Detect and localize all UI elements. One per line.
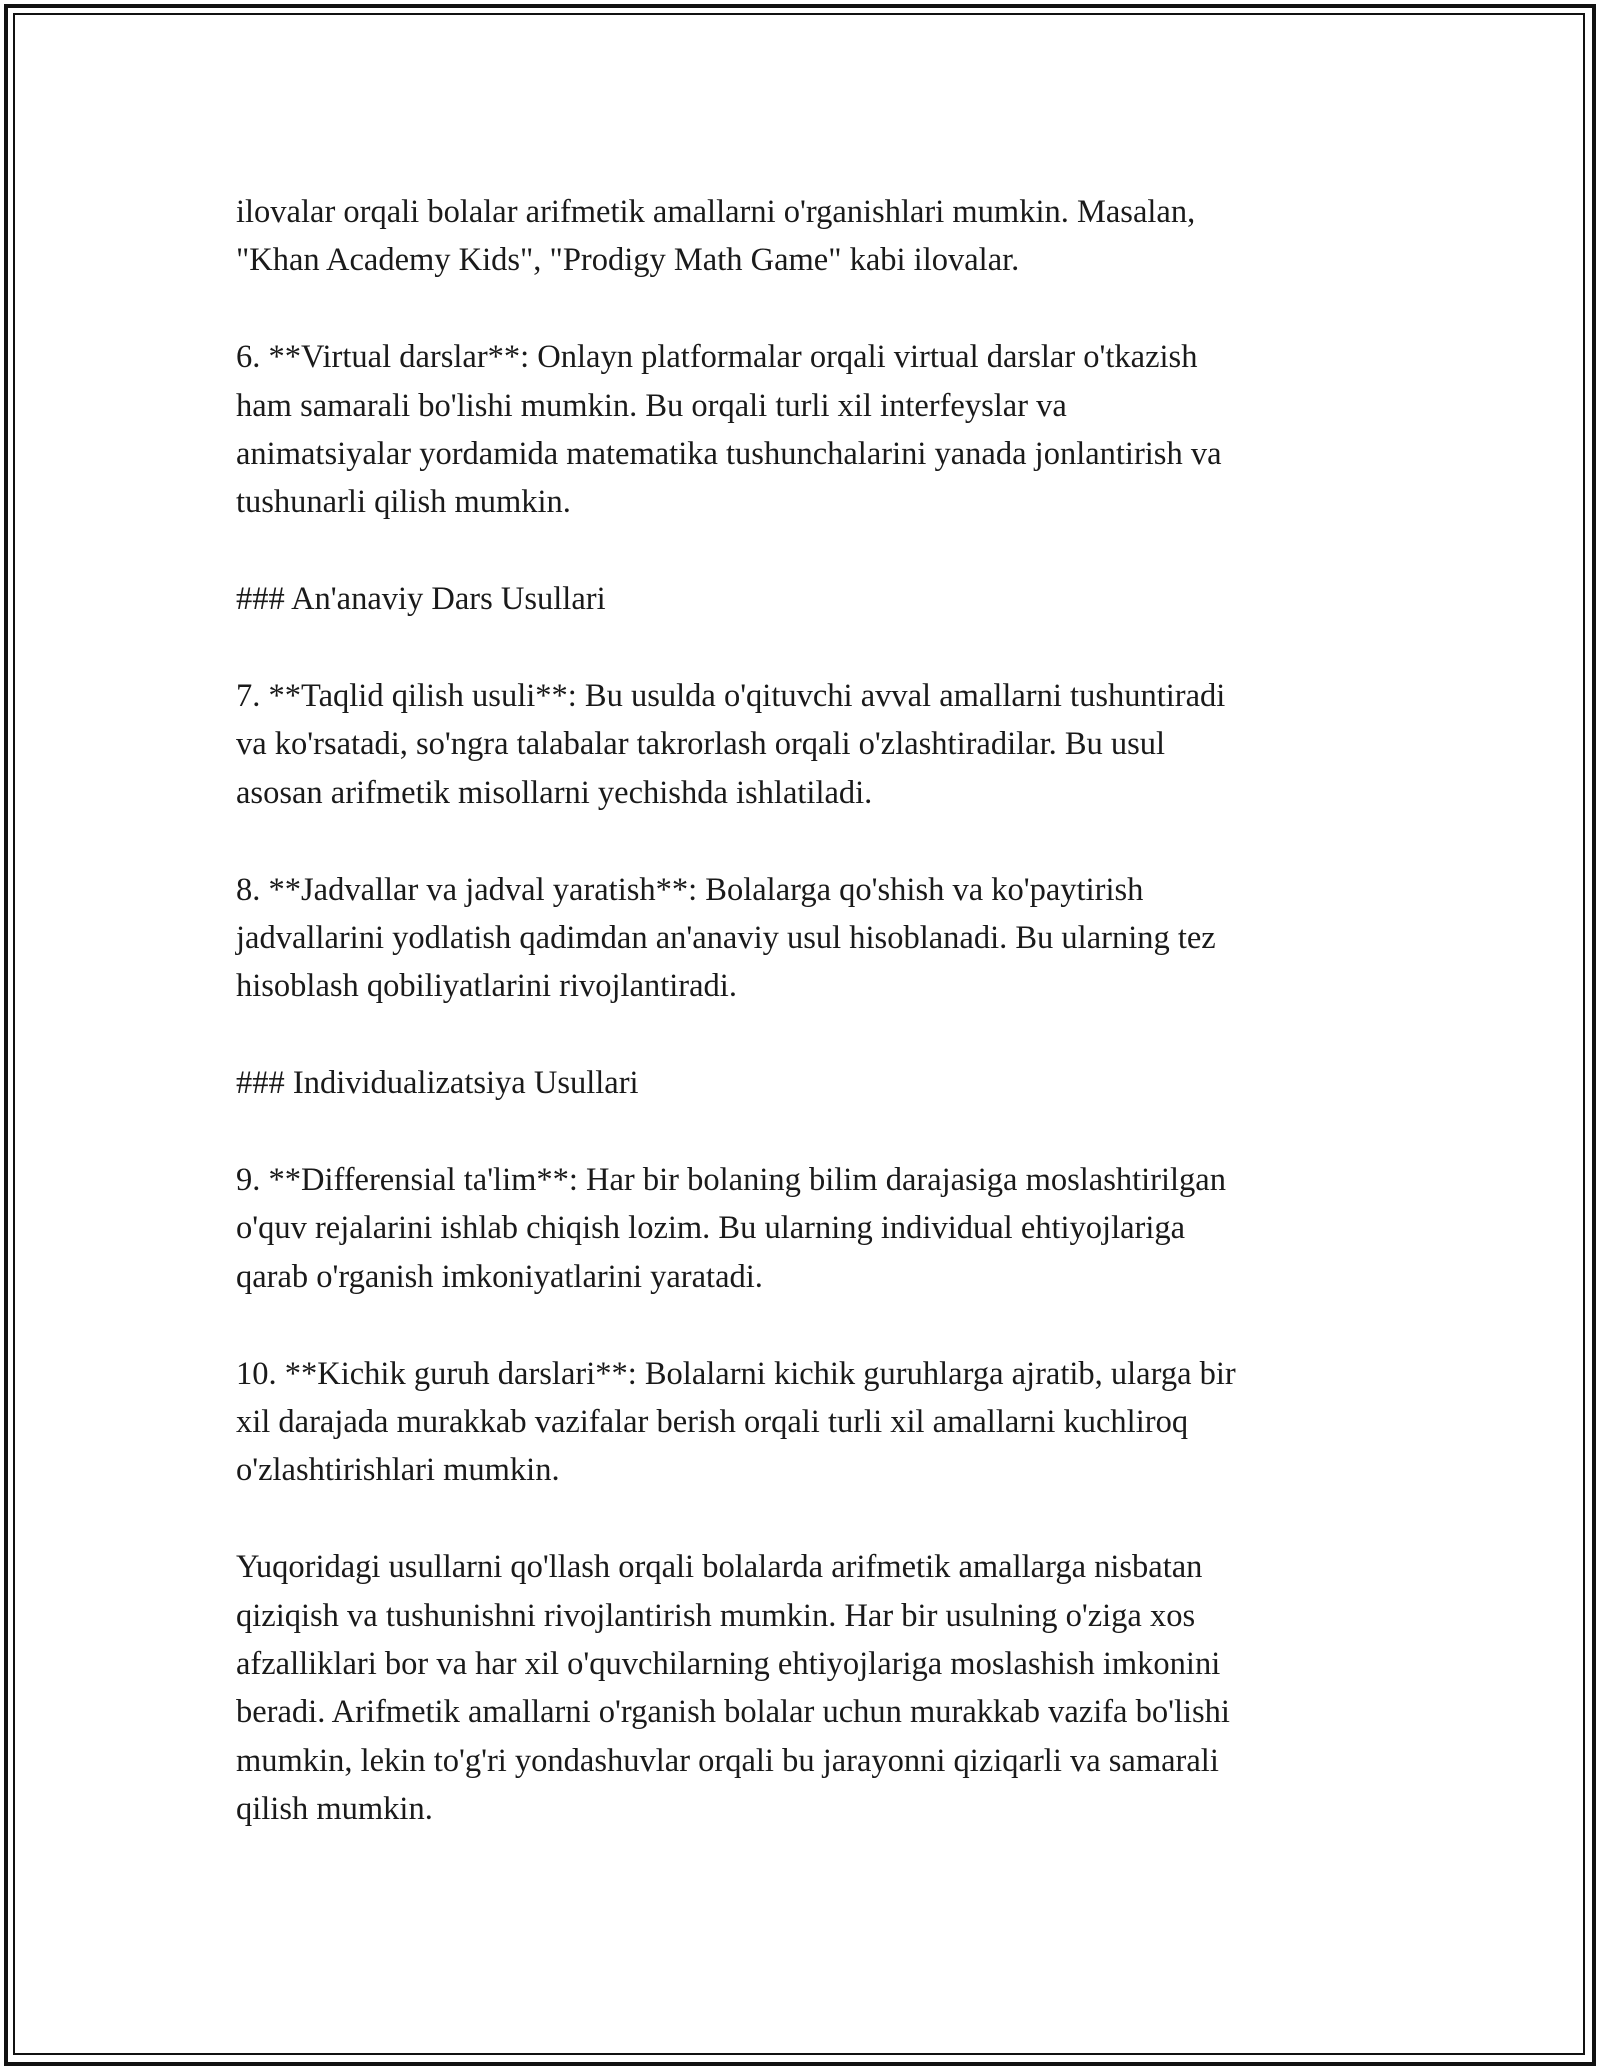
heading-individualization-methods: ### Individualizatsiya Usullari bbox=[236, 1065, 639, 1102]
paragraph-small-group-lessons: 10. **Kichik guruh darslari**: Bolalarni kichik guruhlarga ajratib, ularga bir xil darajada murakkab vazifalar berish orqali turli xil amallarni kuchliroq o'zlashtirishlari mumkin. bbox=[236, 1355, 1236, 1489]
paragraph-differential-learning: 9. **Differensial ta'lim**: Har bir bolaning bilim darajasiga moslashtirilgan o'quv rejalarini ishlab chiqish lozim. Bu ularning individual ehtiyojlariga qarab o'rganish imkoniyatlarini yaratadi. bbox=[236, 1162, 1226, 1295]
heading-traditional-methods: ### An'anaviy Dars Usullari bbox=[236, 581, 606, 618]
paragraph-virtual-lessons: 6. **Virtual darslar**: Onlayn platformalar orqali virtual darslar o'tkazish ham samarali bo'lishi mumkin. Bu orqali turli xil interfeyslar va animatsiyalar yordamida matematika tushunchalarini yanada jonlantirish va tushunarli qilish mumkin. bbox=[236, 339, 1222, 521]
paragraph-tables: 8. **Jadvallar va jadval yaratish**: Bolalarga qo'shish va ko'paytirish jadvallarini yodlatish qadimdan an'anaviy usul hisoblanadi. Bu ularning tez hisoblash qobiliyatlarini rivojlantiradi. bbox=[236, 871, 1216, 1005]
paragraph-conclusion: Yuqoridagi usullarni qo'llash orqali bolalarda arifmetik amallarga nisbatan qiziqish va tushunishni rivojlantirish mumkin. Har bir usulning o'ziga xos afzalliklari bor va har xil o'quvchilarning ehtiyojlariga moslashish imkonini beradi. Arifmetik amallarni o'rganish bolalar uchun murakkab vazifa bo'lishi mumkin, lekin to'g'ri yondashuvlar orqali bu jarayonni qiziqarli va samarali qilish mumkin. bbox=[236, 1549, 1230, 1828]
document-body bbox=[236, 188, 1386, 1834]
paragraph-apps-continued: ilovalar orqali bolalar arifmetik amallarni o'rganishlari mumkin. Masalan, "Khan Academy Kids", "Prodigy Math Game" kabi ilovalar. bbox=[236, 194, 1196, 279]
paragraph-imitation-method: 7. **Taqlid qilish usuli**: Bu usulda o'qituvchi avval amallarni tushuntiradi va ko'rsatadi, so'ngra talabalar takrorlash orqali o'zlashtiradilar. Bu usul asosan arifmetik misollarni yechishda ishlatiladi. bbox=[236, 678, 1226, 811]
